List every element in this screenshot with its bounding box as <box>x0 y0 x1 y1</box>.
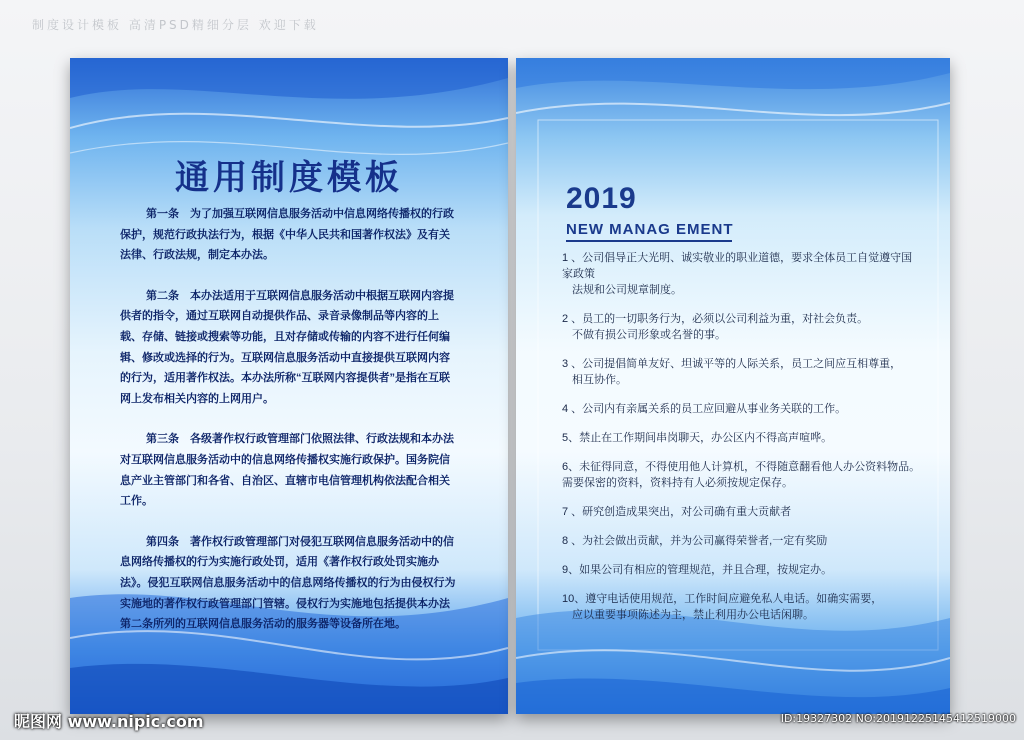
watermark-right: ID:19327302 NO:20191225145412519000 <box>780 712 1016 725</box>
rule-item: 10、遵守电话使用规范，工作时间应避免私人电话。如确实需要， 应以重要事项陈述为主，禁止利用办公电话闲聊。 <box>562 593 883 621</box>
year-heading: 2019 <box>566 182 637 215</box>
rule-item: 1 、公司倡导正大光明、诚实敬业的职业道德，要求全体员工自觉遵守国家政策 法规和公司规章制度。 <box>562 252 913 296</box>
page-title: 通用制度模板 <box>175 158 403 198</box>
rule-item: 9、如果公司有相应的管理规范，并且合理，按规定办。 <box>562 564 833 576</box>
subtitle: NEW MANAG EMENT <box>566 221 734 238</box>
rule-item: 3 、公司提倡简单友好、坦诚平等的人际关系，员工之间应互相尊重， 相互协作。 <box>562 358 902 386</box>
right-page <box>516 58 950 714</box>
subtitle-underline <box>566 240 732 242</box>
article-2: 第二条 本办法适用于互联网信息服务活动中根据互联网内容提供者的指令，通过互联网自动提供作品、录音录像制品等内容的上载、存储、链接或搜索等功能，且对存储或传输的内容不进行任何编辑、修改或选择的行为。互联网信息服务活动中直接提供互联网内容的行为，适用著作权法。本办法所称“互联网内容提供者”是指在互联网上发布相关内容的上网用户。 <box>120 289 454 405</box>
article-4: 第四条 著作权行政管理部门对侵犯互联网信息服务活动中的信息网络传播权的行为实施行政处罚，适用《著作权行政处罚实施办法》。侵犯互联网信息服务活动中的信息网络传播权的行为由侵权行为实施地的著作权行政管理部门管辖。侵权行为实施地包括提供本办法第二条所列的互联网信息服务活动的服务器等设备所在地。 <box>120 535 456 631</box>
rule-item: 2 、员工的一切职务行为，必须以公司利益为重，对社会负责。 不做有损公司形象或名誉的事。 <box>562 313 869 341</box>
rule-item: 4 、公司内有亲属关系的员工应回避从事业务关联的工作。 <box>562 403 847 415</box>
banner-text: 制度设计模板 高清PSD精细分层 欢迎下载 <box>32 18 319 32</box>
rule-item: 7 、研究创造成果突出，对公司确有重大贡献者 <box>562 506 792 518</box>
watermark-left: 昵图网 www.nipic.com <box>14 712 204 731</box>
article-list <box>120 204 458 655</box>
rule-item: 6、未征得同意，不得使用他人计算机，不得随意翻看他人办公资料物品。 需要保密的资料，资料持有人必须按规定保存。 <box>562 461 921 489</box>
article-3: 第三条 各级著作权行政管理部门依照法律、行政法规和本办法对互联网信息服务活动中的信息网络传播权实施行政保护。国务院信息产业主管部门和各省、自治区、直辖市电信管理机构依法配合相关工作。 <box>120 433 454 508</box>
rule-item: 5、禁止在工作期间串岗聊天，办公区内不得高声喧哗。 <box>562 432 833 444</box>
rule-list <box>562 250 922 636</box>
left-page <box>70 58 508 714</box>
rule-item: 8 、为社会做出贡献，并为公司赢得荣誉者,一定有奖励 <box>562 535 828 547</box>
article-1: 第一条 为了加强互联网信息服务活动中信息网络传播权的行政保护，规范行政执法行为，根据《中华人民共和国著作权法》及有关法律、行政法规，制定本办法。 <box>120 208 454 262</box>
